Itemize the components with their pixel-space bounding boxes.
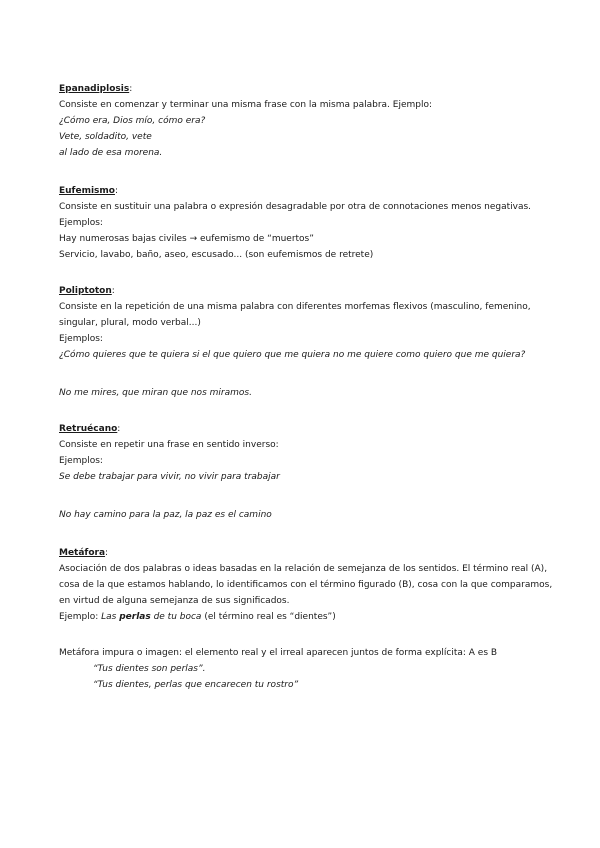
- example-line: Hay numerosas bajas civiles → eufemismo de “muertos”: [59, 234, 314, 244]
- heading-metafora: Metáfora: [59, 548, 106, 558]
- definition-poliptoton-line1: Consiste en la repetición de una misma palabra con diferentes morfemas flexivos (masculino, femenino,: [59, 302, 531, 312]
- example-line: [59, 609, 549, 625]
- example-line: “Tus dientes, perlas que encarecen tu rostro”: [93, 680, 299, 690]
- definition-metafora-line3: en virtud de alguna semejanza de sus significados.: [59, 596, 290, 606]
- definition-retruecano: Consiste en repetir una frase en sentido inverso:: [59, 440, 279, 450]
- heading-colon: :: [111, 286, 115, 296]
- example-line: No me mires, que miran que nos miramos.: [59, 388, 252, 398]
- example-line: ¿Cómo era, Dios mío, cómo era?: [59, 116, 206, 126]
- heading-colon: :: [105, 548, 109, 558]
- example-las: Las: [101, 612, 120, 622]
- document-page: [59, 81, 553, 693]
- section-poliptoton: [59, 283, 549, 401]
- example-line: Se debe trabajar para vivir, no vivir para trabajar: [59, 472, 280, 482]
- definition-eufemismo: Consiste en sustituir una palabra o expresión desagradable por otra de connotaciones menos negativas.: [59, 202, 532, 212]
- section-retruecano: [59, 421, 549, 523]
- example-prefix: Ejemplo:: [59, 612, 102, 622]
- example-line: al lado de esa morena.: [59, 148, 163, 158]
- example-line: Servicio, lavabo, baño, aseo, escusado... (son eufemismos de retrete): [59, 250, 374, 260]
- examples-label: Ejemplos:: [59, 218, 103, 228]
- heading-poliptoton: Poliptoton: [59, 286, 112, 296]
- definition-metafora-line2: cosa de la que estamos hablando, lo identificamos con el término figurado (B), cosa con la que comparamos,: [59, 580, 553, 590]
- examples-label: Ejemplos:: [59, 334, 103, 344]
- metafora-impura: Metáfora impura o imagen: el elemento real y el irreal aparecen juntos de forma explícita: A es B: [59, 648, 498, 658]
- section-epanadiplosis: [59, 81, 549, 161]
- example-line: No hay camino para la paz, la paz es el camino: [59, 510, 272, 520]
- heading-colon: :: [129, 84, 133, 94]
- heading-epanadiplosis: Epanadiplosis: [59, 84, 130, 94]
- example-rest: de tu boca: [150, 612, 202, 622]
- section-eufemismo: [59, 183, 549, 263]
- heading-retruecano: Retruécano: [59, 424, 118, 434]
- example-perlas: perlas: [119, 612, 151, 622]
- example-line: ¿Cómo quieres que te quiera si el que quiero que me quiera no me quiere como quiero que me quiera?: [59, 350, 526, 360]
- example-note: (el término real es “dientes”): [201, 612, 336, 622]
- example-line: “Tus dientes son perlas”.: [93, 664, 206, 674]
- section-metafora: [59, 545, 553, 693]
- heading-colon: :: [114, 186, 119, 196]
- heading-colon: :: [117, 424, 121, 434]
- definition-metafora-line1: Asociación de dos palabras o ideas basadas en la relación de semejanza de los sentidos. El término real (A),: [59, 564, 548, 574]
- definition-epanadiplosis: Consiste en comenzar y terminar una misma frase con la misma palabra. Ejemplo:: [59, 100, 432, 110]
- examples-label: Ejemplos:: [59, 456, 103, 466]
- definition-poliptoton-line2: singular, plural, modo verbal...): [59, 318, 201, 328]
- heading-eufemismo: Eufemismo: [59, 186, 115, 196]
- example-line: Vete, soldadito, vete: [59, 132, 152, 142]
